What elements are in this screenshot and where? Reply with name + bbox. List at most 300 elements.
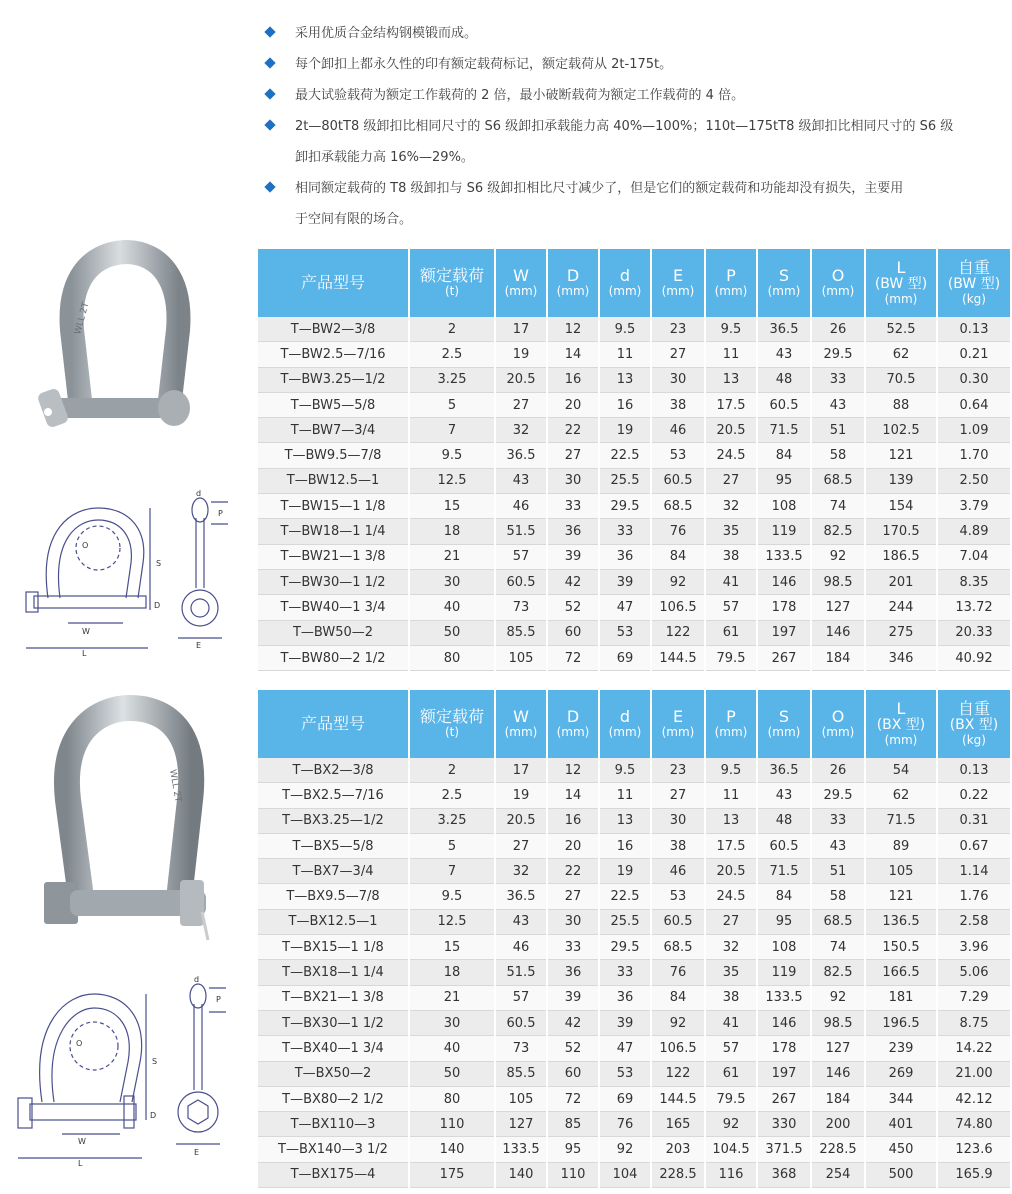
spec-cell: 27 bbox=[496, 393, 546, 418]
spec-cell: 33 bbox=[812, 809, 864, 834]
spec-cell: 36.5 bbox=[758, 758, 810, 783]
col-header-o: O (mm) bbox=[812, 249, 864, 317]
table-row bbox=[258, 393, 1010, 418]
spec-cell: 146 bbox=[758, 1011, 810, 1036]
spec-cell: 165.9 bbox=[938, 1163, 1010, 1188]
spec-cell: 116 bbox=[706, 1163, 756, 1188]
spec-cell: 57 bbox=[496, 545, 546, 570]
spec-cell: 7.04 bbox=[938, 545, 1010, 570]
spec-cell: 85.5 bbox=[496, 1062, 546, 1087]
model-cell: T—BX18—1 1/4 bbox=[258, 960, 408, 985]
model-cell: T—BX5—5/8 bbox=[258, 834, 408, 859]
spec-cell: 133.5 bbox=[496, 1137, 546, 1162]
feature-item bbox=[262, 80, 1007, 111]
spec-cell: 11 bbox=[706, 342, 756, 367]
model-cell: T—BW80—2 1/2 bbox=[258, 646, 408, 671]
bw-spec-table bbox=[256, 249, 1012, 671]
spec-cell: 17 bbox=[496, 758, 546, 783]
spec-cell: 40 bbox=[410, 1036, 494, 1061]
spec-cell: 33 bbox=[600, 960, 650, 985]
spec-cell: 54 bbox=[866, 758, 936, 783]
model-cell: T—BX110—3 bbox=[258, 1112, 408, 1137]
spec-cell: 136.5 bbox=[866, 910, 936, 935]
spec-cell: 228.5 bbox=[812, 1137, 864, 1162]
spec-cell: 133.5 bbox=[758, 986, 810, 1011]
spec-cell: 5 bbox=[410, 834, 494, 859]
spec-cell: 36.5 bbox=[758, 317, 810, 342]
dim-e-label: E bbox=[196, 641, 202, 650]
col-header-d-small: d (mm) bbox=[600, 249, 650, 317]
spec-cell: 27 bbox=[652, 342, 704, 367]
spec-cell: 92 bbox=[652, 570, 704, 595]
spec-cell: 43 bbox=[496, 910, 546, 935]
spec-cell: 197 bbox=[758, 621, 810, 646]
bw-shackle-photo bbox=[20, 240, 220, 460]
spec-cell: 48 bbox=[758, 368, 810, 393]
spec-cell: 15 bbox=[410, 935, 494, 960]
spec-cell: 12 bbox=[548, 317, 598, 342]
model-cell: T—BX12.5—1 bbox=[258, 910, 408, 935]
feature-text: 2t—80tT8 级卸扣比相同尺寸的 S6 级卸扣承载能力高 40%—100%；110t—175tT8 级卸扣比相同尺寸的 S6 级 bbox=[295, 119, 954, 134]
spec-cell: 13 bbox=[600, 809, 650, 834]
spec-cell: 1.14 bbox=[938, 859, 1010, 884]
spec-cell: 0.64 bbox=[938, 393, 1010, 418]
spec-cell: 7.29 bbox=[938, 986, 1010, 1011]
spec-cell: 105 bbox=[866, 859, 936, 884]
spec-cell: 140 bbox=[410, 1137, 494, 1162]
spec-cell: 38 bbox=[706, 986, 756, 1011]
model-cell: T—BW15—1 1/8 bbox=[258, 494, 408, 519]
spec-cell: 92 bbox=[706, 1112, 756, 1137]
feature-list bbox=[262, 18, 1007, 235]
model-cell: T—BX21—1 3/8 bbox=[258, 986, 408, 1011]
spec-cell: 70.5 bbox=[866, 368, 936, 393]
model-cell: T—BW12.5—1 bbox=[258, 469, 408, 494]
spec-cell: 60 bbox=[548, 621, 598, 646]
spec-cell: 33 bbox=[548, 494, 598, 519]
spec-cell: 122 bbox=[652, 1062, 704, 1087]
feature-text: 卸扣承载能力高 16%—29%。 bbox=[295, 150, 474, 165]
spec-cell: 184 bbox=[812, 646, 864, 671]
spec-cell: 61 bbox=[706, 621, 756, 646]
spec-cell: 60.5 bbox=[652, 469, 704, 494]
spec-cell: 3.25 bbox=[410, 809, 494, 834]
dim-w-label: W bbox=[78, 1137, 86, 1146]
spec-cell: 146 bbox=[758, 570, 810, 595]
spec-cell: 105 bbox=[496, 1087, 546, 1112]
spec-cell: 203 bbox=[652, 1137, 704, 1162]
spec-cell: 121 bbox=[866, 443, 936, 468]
spec-cell: 25.5 bbox=[600, 910, 650, 935]
spec-cell: 127 bbox=[812, 1036, 864, 1061]
spec-cell: 17 bbox=[496, 317, 546, 342]
spec-cell: 42 bbox=[548, 570, 598, 595]
spec-cell: 9.5 bbox=[410, 884, 494, 909]
col-header-d-small: d (mm) bbox=[600, 690, 650, 758]
spec-cell: 104.5 bbox=[706, 1137, 756, 1162]
model-cell: T—BX2.5—7/16 bbox=[258, 783, 408, 808]
spec-cell: 9.5 bbox=[600, 758, 650, 783]
spec-cell: 14.22 bbox=[938, 1036, 1010, 1061]
table-row bbox=[258, 1112, 1010, 1137]
spec-cell: 3.25 bbox=[410, 368, 494, 393]
spec-cell: 21.00 bbox=[938, 1062, 1010, 1087]
spec-cell: 2.5 bbox=[410, 342, 494, 367]
spec-cell: 69 bbox=[600, 646, 650, 671]
spec-cell: 23 bbox=[652, 317, 704, 342]
spec-cell: 60.5 bbox=[496, 570, 546, 595]
spec-cell: 7 bbox=[410, 859, 494, 884]
spec-cell: 1.76 bbox=[938, 884, 1010, 909]
dim-small-d-label: d bbox=[194, 975, 200, 984]
spec-cell: 82.5 bbox=[812, 960, 864, 985]
spec-cell: 35 bbox=[706, 519, 756, 544]
model-cell: T—BW50—2 bbox=[258, 621, 408, 646]
dim-s-label: S bbox=[152, 1057, 158, 1066]
model-cell: T—BW30—1 1/2 bbox=[258, 570, 408, 595]
spec-cell: 69 bbox=[600, 1087, 650, 1112]
model-cell: T—BX3.25—1/2 bbox=[258, 809, 408, 834]
spec-cell: 20 bbox=[548, 834, 598, 859]
spec-cell: 32 bbox=[496, 859, 546, 884]
spec-cell: 244 bbox=[866, 595, 936, 620]
spec-cell: 79.5 bbox=[706, 646, 756, 671]
spec-cell: 181 bbox=[866, 986, 936, 1011]
spec-cell: 84 bbox=[758, 884, 810, 909]
spec-cell: 85.5 bbox=[496, 621, 546, 646]
table-row bbox=[258, 469, 1010, 494]
table-row bbox=[258, 443, 1010, 468]
spec-cell: 68.5 bbox=[652, 935, 704, 960]
feature-item-continued bbox=[262, 142, 1007, 173]
dim-p-label: P bbox=[216, 995, 221, 1004]
spec-cell: 11 bbox=[600, 783, 650, 808]
model-cell: T—BW2—3/8 bbox=[258, 317, 408, 342]
spec-cell: 68.5 bbox=[812, 910, 864, 935]
spec-cell: 92 bbox=[812, 545, 864, 570]
spec-cell: 17.5 bbox=[706, 834, 756, 859]
spec-cell: 144.5 bbox=[652, 1087, 704, 1112]
feature-text: 相同额定载荷的 T8 级卸扣与 S6 级卸扣相比尺寸减少了，但是它们的额定载荷和功能却没有损失，主要用 bbox=[295, 181, 904, 196]
table-row bbox=[258, 1036, 1010, 1061]
spec-cell: 2 bbox=[410, 317, 494, 342]
dim-s-label: S bbox=[156, 559, 162, 568]
dim-o-label: O bbox=[76, 1039, 83, 1048]
spec-cell: 76 bbox=[652, 519, 704, 544]
spec-cell: 60 bbox=[548, 1062, 598, 1087]
spec-cell: 133.5 bbox=[758, 545, 810, 570]
spec-cell: 110 bbox=[548, 1163, 598, 1188]
spec-cell: 14 bbox=[548, 783, 598, 808]
spec-cell: 92 bbox=[600, 1137, 650, 1162]
col-header-p: P (mm) bbox=[706, 249, 756, 317]
spec-cell: 146 bbox=[812, 1062, 864, 1087]
spec-cell: 95 bbox=[758, 910, 810, 935]
spec-cell: 85 bbox=[548, 1112, 598, 1137]
model-cell: T—BX40—1 3/4 bbox=[258, 1036, 408, 1061]
spec-cell: 0.21 bbox=[938, 342, 1010, 367]
spec-cell: 51 bbox=[812, 418, 864, 443]
col-header-s: S (mm) bbox=[758, 249, 810, 317]
spec-cell: 39 bbox=[600, 1011, 650, 1036]
spec-cell: 39 bbox=[548, 986, 598, 1011]
spec-cell: 50 bbox=[410, 621, 494, 646]
spec-cell: 106.5 bbox=[652, 595, 704, 620]
model-cell: T—BX175—4 bbox=[258, 1163, 408, 1188]
spec-cell: 72 bbox=[548, 1087, 598, 1112]
spec-cell: 29.5 bbox=[812, 342, 864, 367]
spec-cell: 0.22 bbox=[938, 783, 1010, 808]
spec-cell: 74 bbox=[812, 935, 864, 960]
table-row bbox=[258, 1087, 1010, 1112]
spec-cell: 0.30 bbox=[938, 368, 1010, 393]
spec-cell: 29.5 bbox=[600, 494, 650, 519]
spec-cell: 102.5 bbox=[866, 418, 936, 443]
diamond-bullet-icon bbox=[264, 181, 275, 192]
spec-cell: 25.5 bbox=[600, 469, 650, 494]
spec-cell: 74 bbox=[812, 494, 864, 519]
dim-p-label: P bbox=[218, 509, 223, 518]
spec-cell: 39 bbox=[600, 570, 650, 595]
spec-cell: 53 bbox=[652, 884, 704, 909]
spec-cell: 89 bbox=[866, 834, 936, 859]
dim-small-d-label: d bbox=[196, 489, 202, 498]
table-row bbox=[258, 621, 1010, 646]
table-row bbox=[258, 986, 1010, 1011]
dim-l-label: L bbox=[82, 649, 87, 658]
spec-cell: 53 bbox=[600, 1062, 650, 1087]
spec-cell: 24.5 bbox=[706, 884, 756, 909]
table-row bbox=[258, 1137, 1010, 1162]
model-cell: T—BW7—3/4 bbox=[258, 418, 408, 443]
spec-cell: 60.5 bbox=[758, 393, 810, 418]
spec-cell: 13 bbox=[706, 809, 756, 834]
col-header-e: E (mm) bbox=[652, 249, 704, 317]
bx-spec-table bbox=[256, 690, 1012, 1188]
spec-cell: 108 bbox=[758, 494, 810, 519]
spec-cell: 20.5 bbox=[496, 809, 546, 834]
spec-cell: 46 bbox=[496, 494, 546, 519]
spec-cell: 30 bbox=[548, 469, 598, 494]
spec-cell: 53 bbox=[600, 621, 650, 646]
dim-l-label: L bbox=[78, 1159, 83, 1168]
spec-cell: 9.5 bbox=[706, 317, 756, 342]
spec-cell: 104 bbox=[600, 1163, 650, 1188]
table-row bbox=[258, 646, 1010, 671]
col-header-l: L (BW 型) (mm) bbox=[866, 249, 936, 317]
spec-cell: 52 bbox=[548, 595, 598, 620]
spec-cell: 27 bbox=[706, 910, 756, 935]
spec-cell: 175 bbox=[410, 1163, 494, 1188]
spec-cell: 58 bbox=[812, 884, 864, 909]
model-cell: T—BW21—1 3/8 bbox=[258, 545, 408, 570]
col-header-d-big: D (mm) bbox=[548, 249, 598, 317]
spec-cell: 500 bbox=[866, 1163, 936, 1188]
spec-cell: 62 bbox=[866, 783, 936, 808]
spec-cell: 165 bbox=[652, 1112, 704, 1137]
spec-cell: 150.5 bbox=[866, 935, 936, 960]
spec-cell: 12 bbox=[548, 758, 598, 783]
col-header-w: W (mm) bbox=[496, 690, 546, 758]
spec-cell: 1.70 bbox=[938, 443, 1010, 468]
table-row bbox=[258, 834, 1010, 859]
spec-cell: 450 bbox=[866, 1137, 936, 1162]
col-header-s: S (mm) bbox=[758, 690, 810, 758]
table-row bbox=[258, 418, 1010, 443]
spec-cell: 3.96 bbox=[938, 935, 1010, 960]
spec-cell: 47 bbox=[600, 1036, 650, 1061]
bx-technical-drawing bbox=[12, 972, 252, 1168]
spec-cell: 12.5 bbox=[410, 469, 494, 494]
dim-e-label: E bbox=[194, 1148, 200, 1157]
spec-cell: 13 bbox=[706, 368, 756, 393]
spec-cell: 22.5 bbox=[600, 443, 650, 468]
spec-cell: 20.5 bbox=[496, 368, 546, 393]
spec-cell: 2.58 bbox=[938, 910, 1010, 935]
table-row bbox=[258, 758, 1010, 783]
table-row bbox=[258, 494, 1010, 519]
spec-cell: 95 bbox=[758, 469, 810, 494]
spec-cell: 60.5 bbox=[496, 1011, 546, 1036]
spec-cell: 20 bbox=[548, 393, 598, 418]
spec-cell: 0.31 bbox=[938, 809, 1010, 834]
spec-cell: 154 bbox=[866, 494, 936, 519]
spec-cell: 35 bbox=[706, 960, 756, 985]
spec-cell: 19 bbox=[600, 418, 650, 443]
dim-w-label: W bbox=[82, 627, 90, 636]
spec-cell: 8.75 bbox=[938, 1011, 1010, 1036]
spec-cell: 12.5 bbox=[410, 910, 494, 935]
spec-cell: 36.5 bbox=[496, 884, 546, 909]
table-row bbox=[258, 809, 1010, 834]
spec-cell: 140 bbox=[496, 1163, 546, 1188]
dim-d-label: D bbox=[150, 1111, 157, 1120]
spec-cell: 344 bbox=[866, 1087, 936, 1112]
spec-cell: 330 bbox=[758, 1112, 810, 1137]
spec-cell: 51.5 bbox=[496, 519, 546, 544]
spec-cell: 19 bbox=[496, 783, 546, 808]
spec-cell: 98.5 bbox=[812, 1011, 864, 1036]
spec-cell: 20.5 bbox=[706, 859, 756, 884]
col-header-load: 额定载荷 (t) bbox=[410, 690, 494, 758]
spec-cell: 267 bbox=[758, 1087, 810, 1112]
spec-cell: 0.13 bbox=[938, 317, 1010, 342]
spec-cell: 57 bbox=[706, 595, 756, 620]
spec-cell: 36 bbox=[600, 986, 650, 1011]
spec-cell: 57 bbox=[706, 1036, 756, 1061]
spec-cell: 36.5 bbox=[496, 443, 546, 468]
feature-item bbox=[262, 49, 1007, 80]
model-cell: T—BW5—5/8 bbox=[258, 393, 408, 418]
spec-cell: 26 bbox=[812, 317, 864, 342]
spec-cell: 19 bbox=[496, 342, 546, 367]
spec-cell: 60.5 bbox=[652, 910, 704, 935]
spec-cell: 41 bbox=[706, 570, 756, 595]
spec-cell: 110 bbox=[410, 1112, 494, 1137]
model-cell: T—BW9.5—7/8 bbox=[258, 443, 408, 468]
table-row bbox=[258, 960, 1010, 985]
spec-cell: 76 bbox=[652, 960, 704, 985]
spec-cell: 30 bbox=[548, 910, 598, 935]
spec-cell: 20.33 bbox=[938, 621, 1010, 646]
model-cell: T—BW3.25—1/2 bbox=[258, 368, 408, 393]
diamond-bullet-icon bbox=[264, 119, 275, 130]
table-row bbox=[258, 570, 1010, 595]
spec-cell: 73 bbox=[496, 595, 546, 620]
col-header-p: P (mm) bbox=[706, 690, 756, 758]
table-row bbox=[258, 1062, 1010, 1087]
spec-cell: 184 bbox=[812, 1087, 864, 1112]
feature-item-continued bbox=[262, 204, 1007, 235]
spec-cell: 106.5 bbox=[652, 1036, 704, 1061]
spec-cell: 38 bbox=[652, 834, 704, 859]
spec-cell: 14 bbox=[548, 342, 598, 367]
spec-cell: 170.5 bbox=[866, 519, 936, 544]
spec-cell: 43 bbox=[758, 342, 810, 367]
spec-cell: 46 bbox=[496, 935, 546, 960]
spec-cell: 46 bbox=[652, 418, 704, 443]
spec-cell: 144.5 bbox=[652, 646, 704, 671]
spec-cell: 121 bbox=[866, 884, 936, 909]
model-cell: T—BW40—1 3/4 bbox=[258, 595, 408, 620]
spec-cell: 32 bbox=[496, 418, 546, 443]
spec-cell: 27 bbox=[496, 834, 546, 859]
table-row bbox=[258, 519, 1010, 544]
spec-cell: 30 bbox=[652, 809, 704, 834]
spec-cell: 36 bbox=[600, 545, 650, 570]
spec-cell: 0.13 bbox=[938, 758, 1010, 783]
spec-cell: 239 bbox=[866, 1036, 936, 1061]
table-row bbox=[258, 317, 1010, 342]
col-header-model: 产品型号 bbox=[258, 690, 408, 758]
spec-cell: 33 bbox=[548, 935, 598, 960]
spec-cell: 30 bbox=[652, 368, 704, 393]
spec-cell: 62 bbox=[866, 342, 936, 367]
spec-cell: 38 bbox=[706, 545, 756, 570]
col-header-d-big: D (mm) bbox=[548, 690, 598, 758]
spec-cell: 22 bbox=[548, 418, 598, 443]
model-cell: T—BW18—1 1/4 bbox=[258, 519, 408, 544]
spec-cell: 58 bbox=[812, 443, 864, 468]
spec-cell: 30 bbox=[410, 570, 494, 595]
spec-cell: 53 bbox=[652, 443, 704, 468]
spec-cell: 51.5 bbox=[496, 960, 546, 985]
spec-cell: 139 bbox=[866, 469, 936, 494]
spec-cell: 36 bbox=[548, 519, 598, 544]
spec-cell: 178 bbox=[758, 595, 810, 620]
spec-cell: 47 bbox=[600, 595, 650, 620]
spec-cell: 71.5 bbox=[758, 859, 810, 884]
spec-cell: 401 bbox=[866, 1112, 936, 1137]
spec-cell: 23 bbox=[652, 758, 704, 783]
col-header-l: L (BX 型) (mm) bbox=[866, 690, 936, 758]
spec-cell: 84 bbox=[652, 545, 704, 570]
spec-cell: 2.50 bbox=[938, 469, 1010, 494]
feature-text: 采用优质合金结构钢模锻而成。 bbox=[295, 26, 478, 41]
spec-cell: 73 bbox=[496, 1036, 546, 1061]
spec-cell: 201 bbox=[866, 570, 936, 595]
spec-cell: 127 bbox=[496, 1112, 546, 1137]
col-header-e: E (mm) bbox=[652, 690, 704, 758]
col-header-o: O (mm) bbox=[812, 690, 864, 758]
model-cell: T—BX80—2 1/2 bbox=[258, 1087, 408, 1112]
spec-cell: 41 bbox=[706, 1011, 756, 1036]
table-row bbox=[258, 859, 1010, 884]
shackle-marking: WLL 2T bbox=[73, 301, 92, 336]
table-row bbox=[258, 595, 1010, 620]
spec-cell: 43 bbox=[758, 783, 810, 808]
spec-cell: 15 bbox=[410, 494, 494, 519]
